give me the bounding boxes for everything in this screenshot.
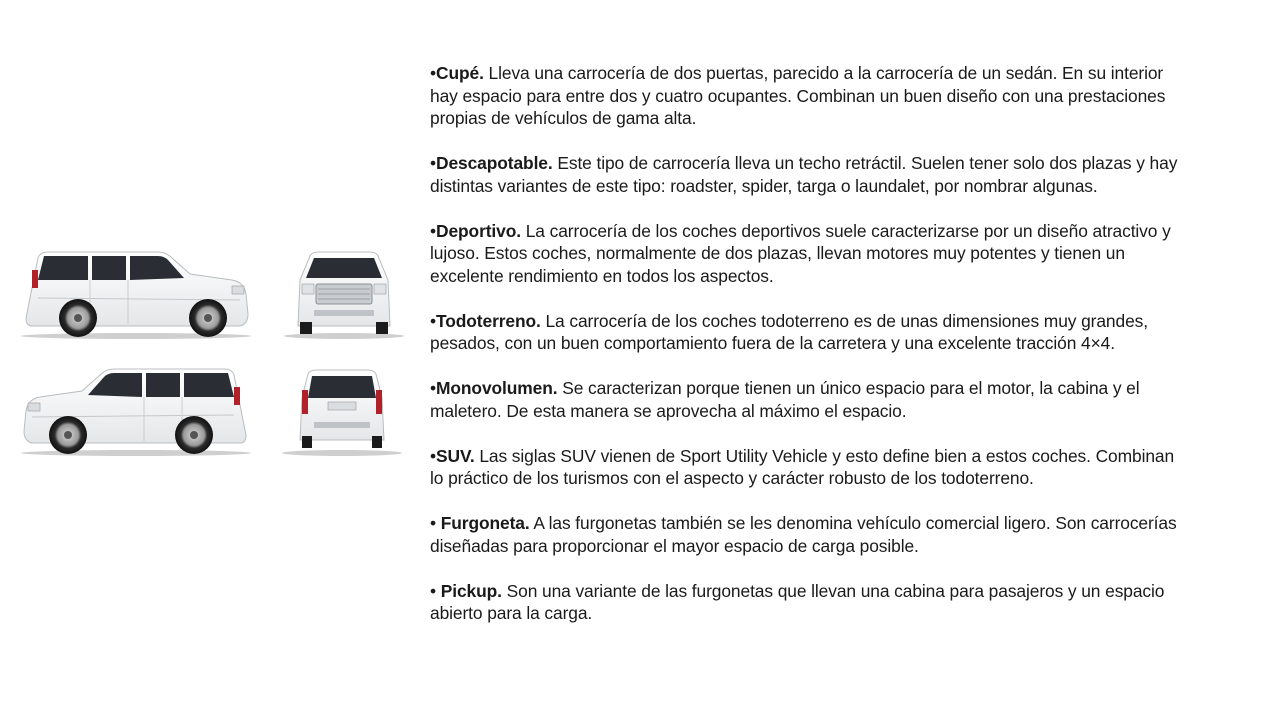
entry-suv [430, 445, 1190, 490]
term-descapotable: Descapotable. [436, 153, 553, 173]
suv-four-views-icon [18, 240, 410, 460]
description-cupe: Lleva una carrocería de dos puertas, parecido a la carrocería de un sedán. En su interior hay espacio para entre dos y cuatro ocupantes. Combinan un buen diseño con una prestaciones propias de vehículos de gama alta. [430, 63, 1166, 128]
term-deportivo: Deportivo. [436, 220, 521, 241]
entry-monovolumen [430, 377, 1190, 422]
term-todoterreno: Todoterreno. [436, 310, 541, 331]
bullet: • [430, 445, 436, 466]
term-furgoneta: Furgoneta. [440, 513, 530, 533]
description-pickup: Son una variante de las furgonetas que llevan una cabina para pasajeros y un espacio abierto para la carga. [430, 580, 1165, 623]
suv-illustration [18, 240, 410, 460]
description-descapotable: Este tipo de carrocería lleva un techo retráctil. Suelen tener solo dos plazas y hay distintas variantes de este tipo: roadster, spider, targa o laundalet, por nombrar algunas. [430, 153, 1178, 196]
bullet: • [430, 513, 441, 533]
term-pickup: Pickup. [440, 580, 502, 601]
entry-todoterreno [430, 310, 1190, 355]
description-todoterreno: La carrocería de los coches todoterreno es de unas dimensiones muy grandes, pesados, con un buen comportamiento fuera de la carretera y una excelente tracción 4×4. [430, 310, 1148, 353]
entry-pickup [430, 580, 1190, 625]
entry-descapotable [430, 152, 1190, 197]
term-monovolumen: Monovolumen. [436, 378, 558, 398]
entry-deportivo [430, 220, 1190, 288]
bullet: • [430, 220, 436, 241]
suv-side-view-left [21, 369, 251, 456]
suv-rear-view [282, 370, 402, 456]
description-deportivo: La carrocería de los coches deportivos suele caracterizarse por un diseño atractivo y lujoso. Estos coches, normalmente de dos plazas, llevan motores muy potentes y tienen un excelente rendimiento en todos los aspectos. [430, 220, 1171, 286]
entry-cupe [430, 62, 1190, 130]
term-cupe: Cupé. [436, 63, 484, 83]
bullet: • [430, 63, 436, 83]
description-suv: Las siglas SUV vienen de Sport Utility Vehicle y esto define bien a estos coches. Combinan lo práctico de los turismos con el aspecto y carácter robusto de los todoterreno. [430, 445, 1175, 488]
suv-front-view [284, 252, 404, 339]
description-furgoneta: A las furgonetas también se les denomina vehículo comercial ligero. Son carrocerías diseñadas para proporcionar el mayor espacio de carga posible. [430, 513, 1177, 556]
bullet: • [430, 378, 436, 398]
description-monovolumen: Se caracterizan porque tienen un único espacio para el motor, la cabina y el maletero. De esta manera se aprovecha al máximo el espacio. [430, 378, 1140, 421]
term-suv: SUV. [436, 445, 475, 466]
bullet: • [430, 310, 436, 331]
bullet: • [430, 153, 436, 173]
bullet: • [430, 580, 441, 601]
entry-furgoneta [430, 512, 1190, 557]
suv-side-view-right [21, 252, 251, 339]
body-types-list [430, 62, 1190, 647]
